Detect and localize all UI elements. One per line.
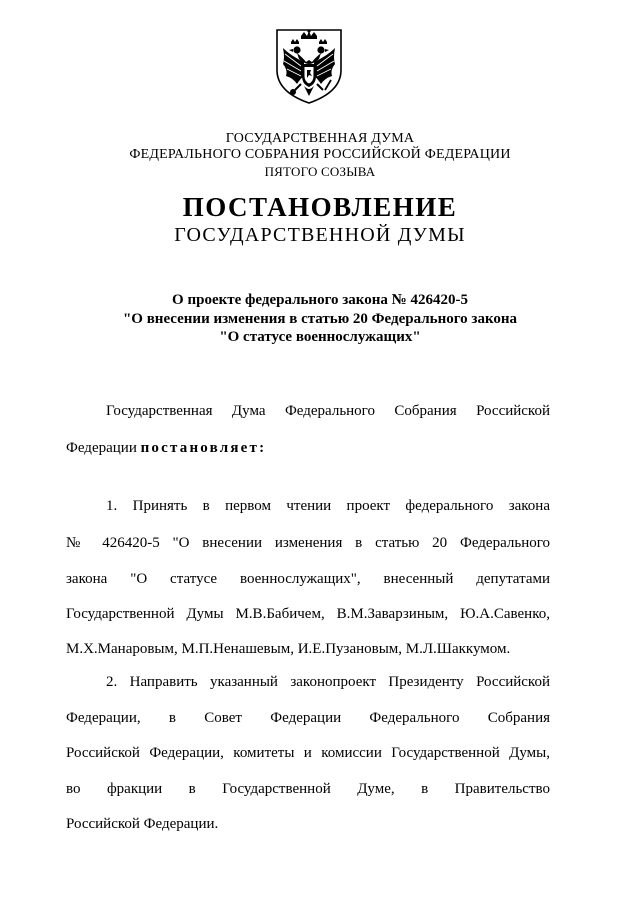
item2-line-4: во фракции в Государственной Думе, в Правительство	[66, 781, 550, 797]
document-type-title: ПОСТАНОВЛЕНИЕ	[182, 192, 458, 222]
resolves-keyword: постановляет:	[140, 440, 267, 456]
subject-line-1: О проекте федерального закона № 426420-5	[172, 292, 468, 308]
subject-line-3: "О статусе военнослужащих"	[219, 329, 421, 345]
item1-line-1: 1. Принять в первом чтении проект федерального закона	[106, 498, 550, 514]
item2-line-3: Российской Федерации, комитеты и комиссии Государственной Думы,	[66, 745, 550, 761]
item1-line-3: закона "О статусе военнослужащих", внесенный депутатами	[66, 571, 550, 587]
coat-of-arms-icon	[273, 26, 345, 106]
preamble-line-2	[66, 439, 550, 457]
preamble-line-1: Государственная Дума Федерального Собрания Российской	[106, 403, 550, 419]
convocation-line: ПЯТОГО СОЗЫВА	[264, 164, 376, 179]
subject-line-2: "О внесении изменения в статью 20 Федерального закона	[122, 311, 518, 327]
document-issuer: ГОСУДАРСТВЕННОЙ ДУМЫ	[174, 224, 466, 246]
item1-line-2: № 426420-5 "О внесении изменения в статью 20 Федерального	[66, 535, 550, 551]
org-name-line-1: ГОСУДАРСТВЕННАЯ ДУМА	[225, 131, 415, 146]
org-name-line-2: ФЕДЕРАЛЬНОГО СОБРАНИЯ РОССИЙСКОЙ ФЕДЕРАЦИИ	[129, 147, 511, 162]
item1-line-4: Государственной Думы М.В.Бабичем, В.М.Заварзиным, Ю.А.Савенко,	[66, 606, 550, 622]
item2-line-2: Федерации, в Совет Федерации Федерального Собрания	[66, 710, 550, 726]
item1-line-5: М.Х.Манаровым, М.П.Ненашевым, И.Е.Пузановым, М.Л.Шаккумом.	[66, 641, 511, 657]
preamble-text: Федерации	[66, 440, 141, 456]
item2-line-1: 2. Направить указанный законопроект Президенту Российской	[106, 674, 550, 690]
item2-line-5: Российской Федерации.	[66, 816, 219, 832]
